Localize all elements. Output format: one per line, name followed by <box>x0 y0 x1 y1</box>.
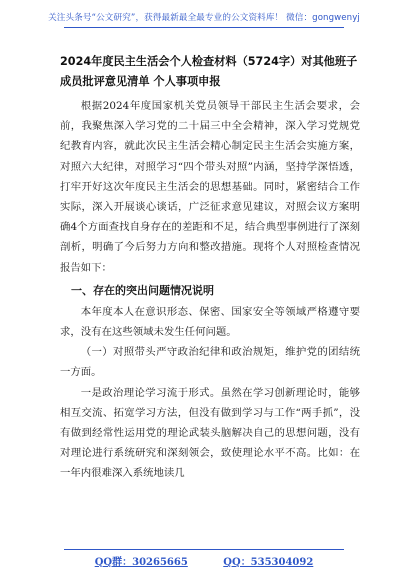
footer-qq: QQ：535304092 <box>223 557 314 568</box>
footer-contacts <box>0 553 408 568</box>
subsection-paragraph: 一是政治理论学习流于形式。虽然在学习创新理论时，能够相互交流、拓宽学习方法，但没有做到学习与工作“两手抓”，没有做到经常性运用党的理论武装头脑解决自己的思想问题，没有对理论进行系统研究和深刻领会，致使理论水平不高。比如：在一年内很难深入系统地读几 <box>60 386 360 480</box>
footer-qq-group: QQ群：30265665 <box>94 557 188 568</box>
header-banner: 关注头条号“公文研究”，获得最新最全最专业的公文资料库！ 微信：gongwenyj <box>48 13 360 23</box>
intro-paragraph: 根据2024年度国家机关党员领导干部民主生活会要求，会前，我聚焦深入学习党的二十届三中全会精神，深入学习党规党纪教育内容，就此次民主生活会精心制定民主生活会实施方案，对照六大纪律，对照学习“四个带头对照”内涵，坚持学深悟透，打牢开好这次年度民主生活会的思想基础。同时，紧密结合工作实际，深入开展谈心谈话，广泛征求意见建议，对照会议方案明确4个方面查找自身存在的差距和不足，结合典型事例进行了深刻剖析，明确了今后努力方向和整改措施。现将个人对照检查情况报告如下： <box>60 100 360 274</box>
section-paragraph: 本年度本人在意识形态、保密、国家安全等领域严格遵守要求，没有在这些领域未发生任何问题。 <box>60 305 360 339</box>
document-title: 2024年度民主生活会个人检查材料（5724字）对其他班子成员批评意见清单 个人事项申报 <box>60 55 358 88</box>
subsection-heading: （一）对照带头严守政治纪律和政治规矩，维护党的团结统一方面。 <box>60 346 360 379</box>
header-divider <box>64 27 344 28</box>
footer-divider <box>64 549 344 550</box>
section-heading: 一、存在的突出问题情况说明 <box>71 283 214 297</box>
document-body <box>60 96 360 484</box>
